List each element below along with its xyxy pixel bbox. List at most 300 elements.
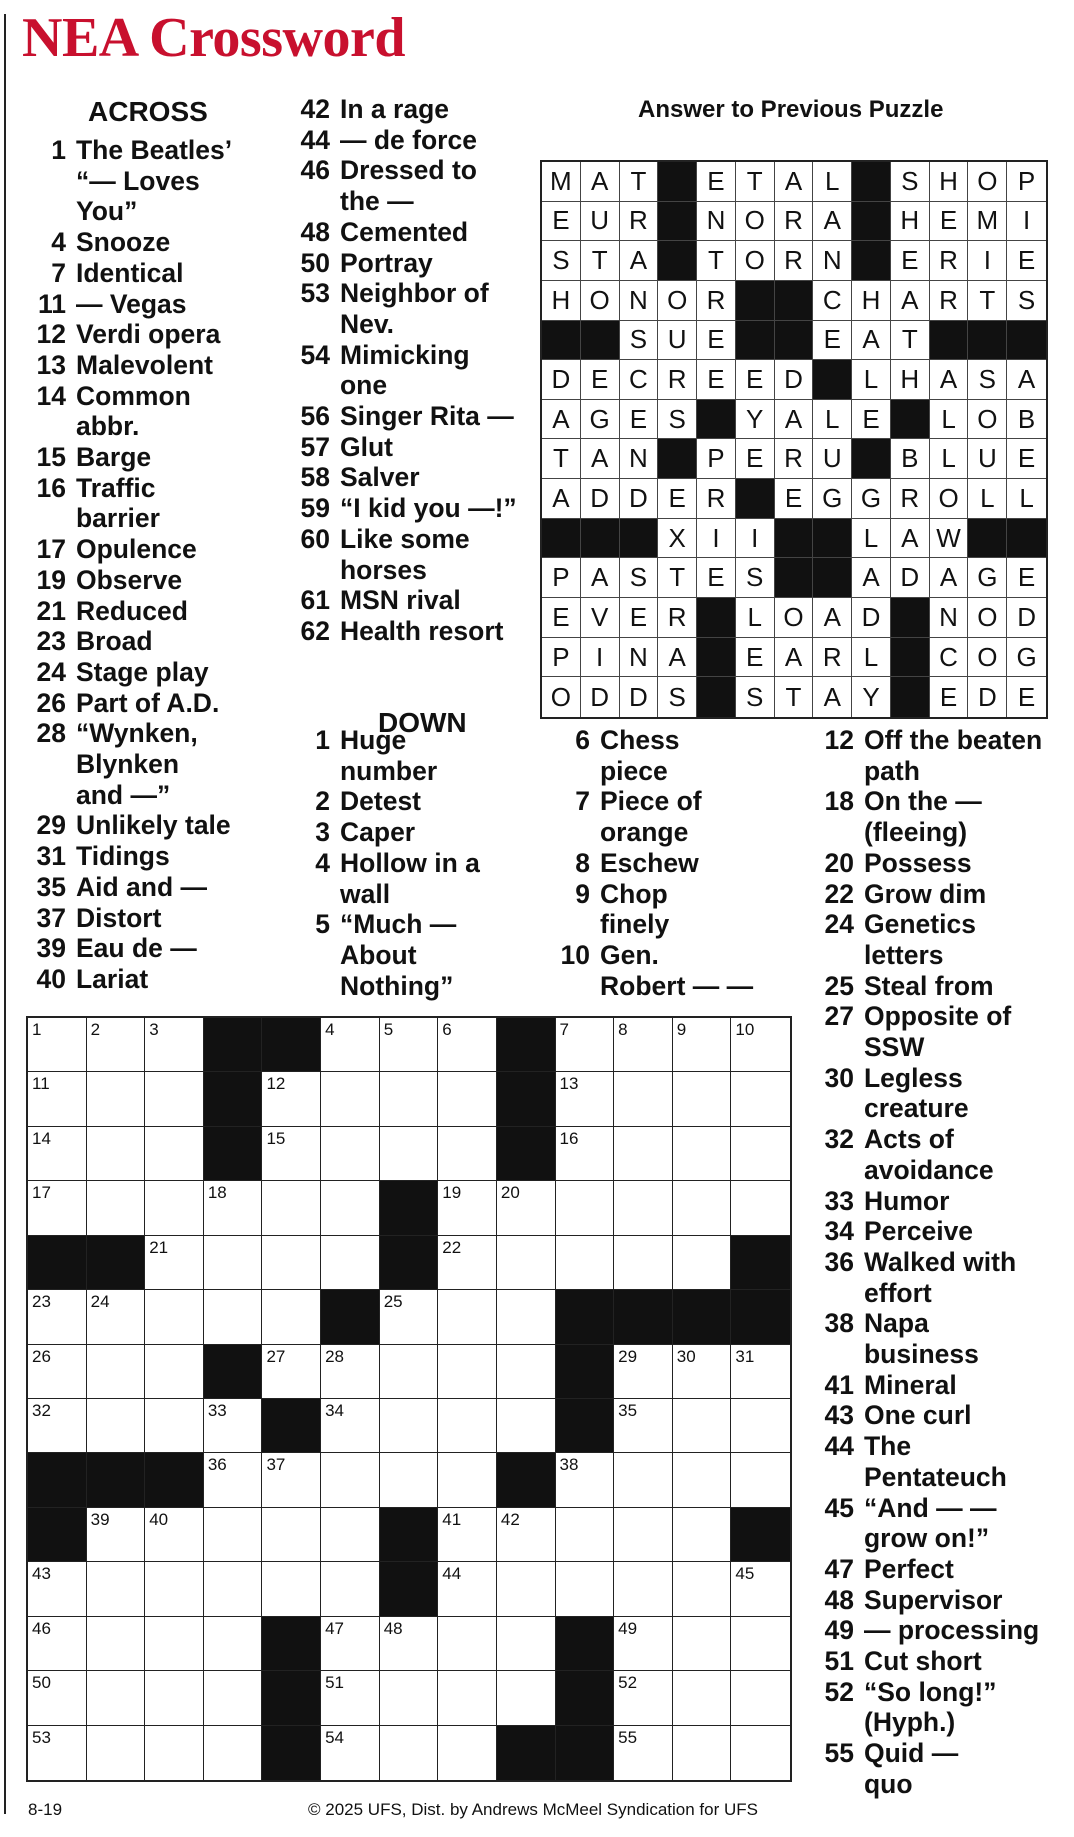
clue-number: 60 xyxy=(300,523,330,554)
answer-cell: E xyxy=(697,321,736,361)
grid-cell[interactable] xyxy=(145,1181,204,1235)
grid-cell[interactable] xyxy=(87,1127,146,1181)
clue-number: 7 xyxy=(575,786,590,817)
grid-cell[interactable] xyxy=(614,1562,673,1616)
cell-number: 49 xyxy=(618,1618,638,1638)
grid-cell[interactable] xyxy=(28,1562,87,1616)
clue-number: 21 xyxy=(36,595,66,626)
answer-black-square xyxy=(891,638,930,678)
clue-text-line: (fleeing) xyxy=(864,817,968,848)
grid-cell[interactable] xyxy=(28,1018,87,1072)
clue-number: 12 xyxy=(36,319,66,350)
cell-number: 27 xyxy=(266,1346,286,1366)
answer-cell: E xyxy=(697,162,736,202)
clue-text-line: MSN rival xyxy=(340,585,461,616)
grid-cell[interactable] xyxy=(438,1508,497,1562)
grid-cell[interactable] xyxy=(204,1236,263,1290)
grid-cell[interactable] xyxy=(262,1453,321,1507)
grid-cell[interactable] xyxy=(145,1562,204,1616)
clue-text-line: abbr. xyxy=(76,411,140,442)
clue-text xyxy=(76,135,232,227)
answer-cell: S xyxy=(542,241,581,281)
answer-cell: A xyxy=(891,281,930,321)
clue-number: 45 xyxy=(824,1492,854,1523)
grid-cell[interactable] xyxy=(438,1399,497,1453)
grid-cell[interactable] xyxy=(28,1399,87,1453)
clue-number: 4 xyxy=(315,847,330,878)
grid-cell[interactable] xyxy=(262,1127,321,1181)
black-square xyxy=(87,1236,146,1290)
clue-text-line: Legless xyxy=(864,1062,963,1093)
grid-cell[interactable] xyxy=(28,1127,87,1181)
answer-cell: G xyxy=(968,558,1007,598)
grid-cell[interactable] xyxy=(556,1453,615,1507)
grid-cell[interactable] xyxy=(145,1726,204,1780)
grid-cell[interactable] xyxy=(380,1072,439,1126)
grid-cell[interactable] xyxy=(556,1236,615,1290)
grid-cell[interactable] xyxy=(87,1018,146,1072)
grid-cell[interactable] xyxy=(28,1617,87,1671)
grid-cell[interactable] xyxy=(262,1290,321,1344)
clue-number: 8 xyxy=(575,847,590,878)
grid-cell[interactable] xyxy=(614,1508,673,1562)
clue-number: 13 xyxy=(36,349,66,380)
grid-cell[interactable] xyxy=(438,1072,497,1126)
answer-cell: A xyxy=(813,202,852,242)
grid-cell[interactable] xyxy=(497,1181,556,1235)
answer-cell: E xyxy=(620,400,659,440)
grid-cell[interactable] xyxy=(145,1345,204,1399)
grid-cell[interactable] xyxy=(87,1617,146,1671)
answer-cell: E xyxy=(736,439,775,479)
grid-cell[interactable] xyxy=(556,1127,615,1181)
clue-text-line: Observe xyxy=(76,564,183,595)
grid-cell[interactable] xyxy=(204,1562,263,1616)
clue-number: 44 xyxy=(300,124,330,155)
grid-cell[interactable] xyxy=(438,1671,497,1725)
answer-black-square xyxy=(891,400,930,440)
grid-cell[interactable] xyxy=(380,1290,439,1344)
grid-cell[interactable] xyxy=(614,1399,673,1453)
grid-cell[interactable] xyxy=(438,1018,497,1072)
clue-number: 24 xyxy=(36,656,66,687)
clue-number: 53 xyxy=(300,278,330,309)
answer-cell: D xyxy=(1007,598,1046,638)
grid-cell[interactable] xyxy=(87,1072,146,1126)
grid-cell[interactable] xyxy=(438,1236,497,1290)
grid-cell[interactable] xyxy=(497,1236,556,1290)
grid-cell[interactable] xyxy=(614,1671,673,1725)
clue-text-line: letters xyxy=(864,939,944,970)
grid-cell[interactable] xyxy=(321,1345,380,1399)
grid-cell[interactable] xyxy=(673,1345,732,1399)
grid-cell[interactable] xyxy=(731,1726,790,1780)
grid-cell[interactable] xyxy=(145,1399,204,1453)
grid-cell[interactable] xyxy=(321,1181,380,1235)
grid-cell[interactable] xyxy=(87,1399,146,1453)
clue-text xyxy=(864,786,982,847)
answer-black-square xyxy=(620,519,659,559)
grid-cell[interactable] xyxy=(204,1617,263,1671)
grid-cell[interactable] xyxy=(731,1072,790,1126)
answer-black-square xyxy=(697,638,736,678)
grid-cell[interactable] xyxy=(321,1453,380,1507)
grid-cell[interactable] xyxy=(731,1018,790,1072)
grid-cell[interactable] xyxy=(204,1726,263,1780)
grid-cell[interactable] xyxy=(262,1236,321,1290)
grid-cell[interactable] xyxy=(497,1617,556,1671)
clue-text xyxy=(340,462,420,493)
grid-cell[interactable] xyxy=(262,1181,321,1235)
clue-text-line: Gen. xyxy=(600,939,659,970)
black-square xyxy=(497,1072,556,1126)
answer-cell: H xyxy=(891,202,930,242)
grid-cell[interactable] xyxy=(731,1671,790,1725)
grid-cell[interactable] xyxy=(614,1453,673,1507)
clue-number: 46 xyxy=(300,155,330,186)
answer-cell: O xyxy=(736,241,775,281)
black-square xyxy=(380,1181,439,1235)
clue-text-line: Steal from xyxy=(864,970,994,1001)
clue-text xyxy=(340,524,470,585)
grid-cell[interactable] xyxy=(438,1181,497,1235)
black-square xyxy=(28,1236,87,1290)
grid-cell[interactable] xyxy=(614,1345,673,1399)
grid-cell[interactable] xyxy=(731,1617,790,1671)
clue-number: 43 xyxy=(824,1400,854,1431)
answer-black-square xyxy=(775,321,814,361)
answer-cell: R xyxy=(930,241,969,281)
answer-cell: A xyxy=(775,638,814,678)
grid-cell[interactable] xyxy=(673,1508,732,1562)
black-square xyxy=(556,1290,615,1344)
grid-cell[interactable] xyxy=(321,1562,380,1616)
grid-cell[interactable] xyxy=(673,1236,732,1290)
grid-cell[interactable] xyxy=(28,1726,87,1780)
clue-text xyxy=(340,848,480,909)
answer-cell: A xyxy=(775,400,814,440)
answer-black-square xyxy=(697,677,736,717)
grid-cell[interactable] xyxy=(145,1236,204,1290)
answer-black-square xyxy=(930,321,969,361)
clue-text xyxy=(76,319,220,350)
clue-number: 14 xyxy=(36,380,66,411)
answer-cell: I xyxy=(968,241,1007,281)
answer-cell: E xyxy=(542,598,581,638)
clue-text xyxy=(76,381,191,442)
clue-text-line: Glut xyxy=(340,431,393,462)
grid-cell[interactable] xyxy=(28,1181,87,1235)
clue-text xyxy=(340,817,415,848)
grid-cell[interactable] xyxy=(321,1671,380,1725)
clue-number: 4 xyxy=(51,227,66,258)
grid-cell[interactable] xyxy=(380,1453,439,1507)
answer-cell: O xyxy=(581,281,620,321)
grid-cell[interactable] xyxy=(673,1072,732,1126)
grid-cell[interactable] xyxy=(28,1290,87,1344)
grid-cell[interactable] xyxy=(614,1617,673,1671)
grid-cell[interactable] xyxy=(380,1127,439,1181)
grid-cell[interactable] xyxy=(497,1399,556,1453)
cell-number: 19 xyxy=(442,1183,462,1203)
answer-black-square xyxy=(968,519,1007,559)
grid-cell[interactable] xyxy=(321,1072,380,1126)
answer-cell: S xyxy=(620,558,659,598)
answer-cell: D xyxy=(852,598,891,638)
grid-cell[interactable] xyxy=(731,1127,790,1181)
grid-cell[interactable] xyxy=(87,1671,146,1725)
grid-cell[interactable] xyxy=(380,1726,439,1780)
answer-cell: A xyxy=(542,479,581,519)
crossword-grid[interactable] xyxy=(26,1016,792,1782)
grid-cell[interactable] xyxy=(262,1345,321,1399)
grid-cell[interactable] xyxy=(145,1617,204,1671)
answer-black-square xyxy=(658,202,697,242)
black-square xyxy=(262,1726,321,1780)
grid-cell[interactable] xyxy=(438,1562,497,1616)
grid-cell[interactable] xyxy=(204,1399,263,1453)
grid-cell[interactable] xyxy=(731,1399,790,1453)
answer-cell: I xyxy=(697,519,736,559)
grid-cell[interactable] xyxy=(673,1127,732,1181)
grid-cell[interactable] xyxy=(614,1236,673,1290)
grid-cell[interactable] xyxy=(87,1726,146,1780)
clue-text-line: Stage play xyxy=(76,656,209,687)
grid-cell[interactable] xyxy=(204,1453,263,1507)
cell-number: 6 xyxy=(442,1020,452,1039)
answer-cell: Y xyxy=(852,677,891,717)
grid-cell[interactable] xyxy=(497,1671,556,1725)
clue-text-line: Common xyxy=(76,380,191,411)
grid-cell[interactable] xyxy=(556,1181,615,1235)
grid-cell[interactable] xyxy=(204,1290,263,1344)
grid-cell[interactable] xyxy=(438,1453,497,1507)
grid-cell[interactable] xyxy=(614,1072,673,1126)
answer-black-square xyxy=(658,439,697,479)
answer-black-square xyxy=(697,598,736,638)
black-square xyxy=(497,1453,556,1507)
clue-text xyxy=(76,872,207,903)
grid-cell[interactable] xyxy=(380,1345,439,1399)
cell-number: 32 xyxy=(32,1400,51,1420)
grid-cell[interactable] xyxy=(145,1072,204,1126)
grid-cell[interactable] xyxy=(321,1617,380,1671)
clue-text xyxy=(864,1646,982,1677)
grid-cell[interactable] xyxy=(497,1345,556,1399)
clue-text-line: Identical xyxy=(76,257,184,288)
clue-text xyxy=(600,879,669,940)
grid-cell[interactable] xyxy=(556,1562,615,1616)
grid-cell[interactable] xyxy=(380,1018,439,1072)
grid-cell[interactable] xyxy=(145,1290,204,1344)
clue-number: 6 xyxy=(575,725,590,755)
clue-number: 38 xyxy=(824,1308,854,1339)
grid-cell[interactable] xyxy=(87,1562,146,1616)
clue-text-line: Part of A.D. xyxy=(76,687,220,718)
grid-cell[interactable] xyxy=(731,1562,790,1616)
grid-cell[interactable] xyxy=(87,1181,146,1235)
grid-cell[interactable] xyxy=(380,1399,439,1453)
clue-text-line: Huge xyxy=(340,725,407,755)
answer-cell: B xyxy=(1007,400,1046,440)
cell-number: 45 xyxy=(735,1564,755,1584)
grid-cell[interactable] xyxy=(321,1127,380,1181)
grid-cell[interactable] xyxy=(673,1671,732,1725)
grid-cell[interactable] xyxy=(614,1018,673,1072)
clue-text-line: finely xyxy=(600,909,670,940)
answer-cell: A xyxy=(581,558,620,598)
answer-black-square xyxy=(813,558,852,598)
grid-cell[interactable] xyxy=(87,1508,146,1562)
grid-cell[interactable] xyxy=(438,1290,497,1344)
grid-cell[interactable] xyxy=(673,1018,732,1072)
grid-cell[interactable] xyxy=(262,1562,321,1616)
grid-cell[interactable] xyxy=(321,1399,380,1453)
grid-cell[interactable] xyxy=(673,1562,732,1616)
grid-cell[interactable] xyxy=(145,1508,204,1562)
grid-cell[interactable] xyxy=(673,1617,732,1671)
grid-cell[interactable] xyxy=(438,1726,497,1780)
clue-number: 18 xyxy=(824,786,854,817)
grid-cell[interactable] xyxy=(673,1453,732,1507)
answer-cell: E xyxy=(581,360,620,400)
answer-black-square xyxy=(697,400,736,440)
grid-cell[interactable] xyxy=(204,1181,263,1235)
clue-text-line: Health resort xyxy=(340,615,504,646)
answer-cell: Y xyxy=(736,400,775,440)
black-square xyxy=(145,1453,204,1507)
answer-cell: E xyxy=(930,677,969,717)
grid-cell[interactable] xyxy=(438,1345,497,1399)
clue-text-line: Perceive xyxy=(864,1216,974,1247)
black-square xyxy=(497,1127,556,1181)
grid-cell[interactable] xyxy=(673,1399,732,1453)
grid-cell[interactable] xyxy=(380,1671,439,1725)
grid-cell[interactable] xyxy=(87,1290,146,1344)
grid-cell[interactable] xyxy=(321,1508,380,1562)
grid-cell[interactable] xyxy=(28,1072,87,1126)
grid-cell[interactable] xyxy=(614,1181,673,1235)
grid-cell[interactable] xyxy=(497,1508,556,1562)
clue-text-line: “Wynken, xyxy=(76,718,198,749)
cell-number: 25 xyxy=(383,1292,403,1312)
clue-number: 57 xyxy=(300,431,330,462)
clue-text xyxy=(864,1615,1039,1646)
clue-text xyxy=(76,258,184,289)
answer-cell: A xyxy=(581,162,620,202)
clue-text-line: Distort xyxy=(76,902,162,933)
grid-cell[interactable] xyxy=(556,1072,615,1126)
clue-text xyxy=(76,534,197,565)
grid-cell[interactable] xyxy=(438,1127,497,1181)
answer-black-square xyxy=(775,281,814,321)
cell-number: 43 xyxy=(32,1564,51,1584)
grid-cell[interactable] xyxy=(321,1726,380,1780)
clue-text-line: Perfect xyxy=(864,1553,954,1584)
clue-text-line: Grow dim xyxy=(864,878,987,909)
answer-cell: R xyxy=(891,479,930,519)
grid-cell[interactable] xyxy=(262,1508,321,1562)
grid-cell[interactable] xyxy=(673,1726,732,1780)
clue-number: 49 xyxy=(824,1615,854,1646)
clue-number: 19 xyxy=(36,564,66,595)
answer-black-square xyxy=(813,519,852,559)
clue-text-line: About xyxy=(340,939,417,970)
clue-text xyxy=(340,340,470,401)
clue-text xyxy=(864,1585,1002,1616)
clue-number: 30 xyxy=(824,1062,854,1093)
clue-text xyxy=(340,217,468,248)
answer-cell: D xyxy=(620,479,659,519)
answer-cell: D xyxy=(581,677,620,717)
answer-cell: H xyxy=(891,360,930,400)
grid-cell[interactable] xyxy=(28,1671,87,1725)
grid-cell[interactable] xyxy=(28,1345,87,1399)
cell-number: 31 xyxy=(735,1346,755,1366)
left-rule xyxy=(4,14,6,1814)
clue-text-line: Nev. xyxy=(340,308,395,339)
answer-cell: D xyxy=(542,360,581,400)
grid-cell[interactable] xyxy=(380,1617,439,1671)
black-square xyxy=(556,1617,615,1671)
grid-cell[interactable] xyxy=(731,1453,790,1507)
grid-cell[interactable] xyxy=(556,1508,615,1562)
clue-number: 5 xyxy=(315,909,330,940)
answer-cell: D xyxy=(891,558,930,598)
grid-cell[interactable] xyxy=(145,1671,204,1725)
grid-cell[interactable] xyxy=(145,1127,204,1181)
clue-text-line: Robert — — xyxy=(600,970,754,1001)
grid-cell[interactable] xyxy=(87,1345,146,1399)
answer-cell: A xyxy=(620,241,659,281)
black-square xyxy=(556,1726,615,1780)
grid-cell[interactable] xyxy=(497,1562,556,1616)
grid-cell[interactable] xyxy=(204,1671,263,1725)
grid-cell[interactable] xyxy=(614,1127,673,1181)
clue-number: 44 xyxy=(824,1431,854,1462)
grid-cell[interactable] xyxy=(614,1726,673,1780)
black-square xyxy=(262,1617,321,1671)
clue-text-line: Lariat xyxy=(76,963,149,994)
clue-text-line: SSW xyxy=(864,1032,925,1062)
grid-cell[interactable] xyxy=(731,1345,790,1399)
answer-cell: V xyxy=(581,598,620,638)
cell-number: 24 xyxy=(90,1292,110,1312)
clue-text-line: Walked with xyxy=(864,1246,1017,1277)
grid-cell[interactable] xyxy=(438,1617,497,1671)
grid-cell[interactable] xyxy=(204,1508,263,1562)
answer-black-square xyxy=(852,439,891,479)
grid-cell[interactable] xyxy=(321,1236,380,1290)
clue-text-line: Eschew xyxy=(600,847,699,878)
clue-text-line: Acts of xyxy=(864,1124,954,1155)
clue-number: 59 xyxy=(300,493,330,524)
black-square xyxy=(262,1399,321,1453)
grid-cell[interactable] xyxy=(556,1018,615,1072)
grid-cell[interactable] xyxy=(731,1181,790,1235)
answer-black-square xyxy=(891,677,930,717)
grid-cell[interactable] xyxy=(145,1018,204,1072)
clue-number: 15 xyxy=(36,442,66,472)
grid-cell[interactable] xyxy=(262,1072,321,1126)
grid-cell[interactable] xyxy=(673,1181,732,1235)
grid-cell[interactable] xyxy=(321,1018,380,1072)
answer-black-square xyxy=(775,558,814,598)
grid-cell[interactable] xyxy=(497,1290,556,1344)
clue-text xyxy=(340,94,449,125)
clue-number: 26 xyxy=(36,687,66,718)
answer-black-square xyxy=(581,321,620,361)
